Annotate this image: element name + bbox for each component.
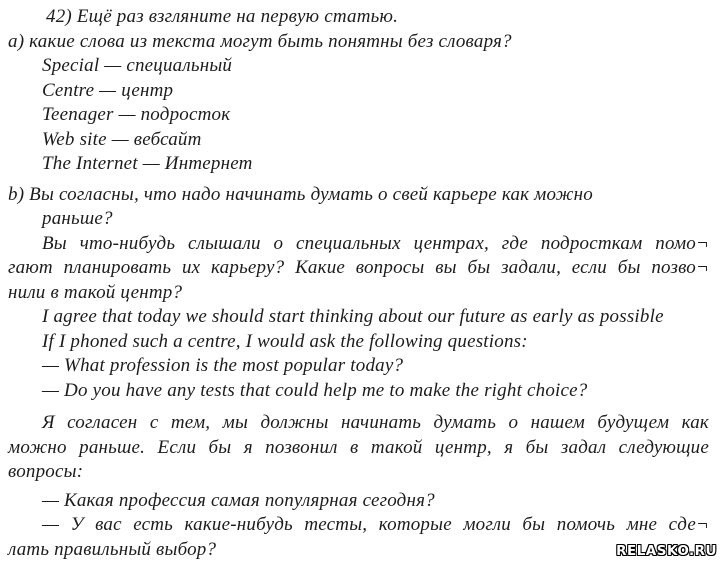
text-line: — У вас есть какие-нибудь тесты, которые могли бы помочь мне сде¬ xyxy=(42,514,709,535)
text-line: Я согласен с тем, мы должны начинать думать о нашем будущем как xyxy=(42,412,709,433)
text-line: Special — специальный xyxy=(42,55,233,76)
document-lines xyxy=(0,5,723,562)
text-line: The Internet — Интернет xyxy=(42,153,253,174)
text-line: 42) Ещё раз взгляните на первую статью. xyxy=(46,6,399,27)
text-line: нили в такой центр? xyxy=(8,281,183,303)
watermark: RELASKO.RU xyxy=(616,543,717,559)
text-line: Teenager — подросток xyxy=(42,104,231,125)
text-line: Centre — центр xyxy=(42,79,174,101)
text-line: — Do you have any tests that could help me to make the right choice? xyxy=(42,379,588,401)
text-line: — What profession is the most popular today? xyxy=(42,355,404,376)
text-line: b) Вы согласны, что надо начинать думать о свей карьере как можно xyxy=(8,183,593,205)
text-line: вопросы: xyxy=(8,461,84,482)
text-line: можно раньше. Если бы я позвонил в такой центр, я бы задал следующие xyxy=(8,436,709,458)
text-line: I agree that today we should start thinking about our future as early as possible xyxy=(42,306,664,327)
text-line: раньше? xyxy=(42,208,113,229)
text-line: — Какая профессия самая популярная сегодня? xyxy=(42,489,435,511)
text-line: гают планировать их карьеру? Какие вопросы вы бы задали, если бы позво¬ xyxy=(8,257,709,278)
text-line: лать правильный выбор? xyxy=(8,538,217,560)
text-line: а) какие слова из текста могут быть понятны без словаря? xyxy=(8,30,512,52)
text-line: Вы что-нибудь слышали о специальных центрах, где подросткам помо¬ xyxy=(42,232,709,254)
text-line: If I phoned such a centre, I would ask the following questions: xyxy=(42,330,528,352)
text-line: Web site — вебсайт xyxy=(42,128,202,150)
